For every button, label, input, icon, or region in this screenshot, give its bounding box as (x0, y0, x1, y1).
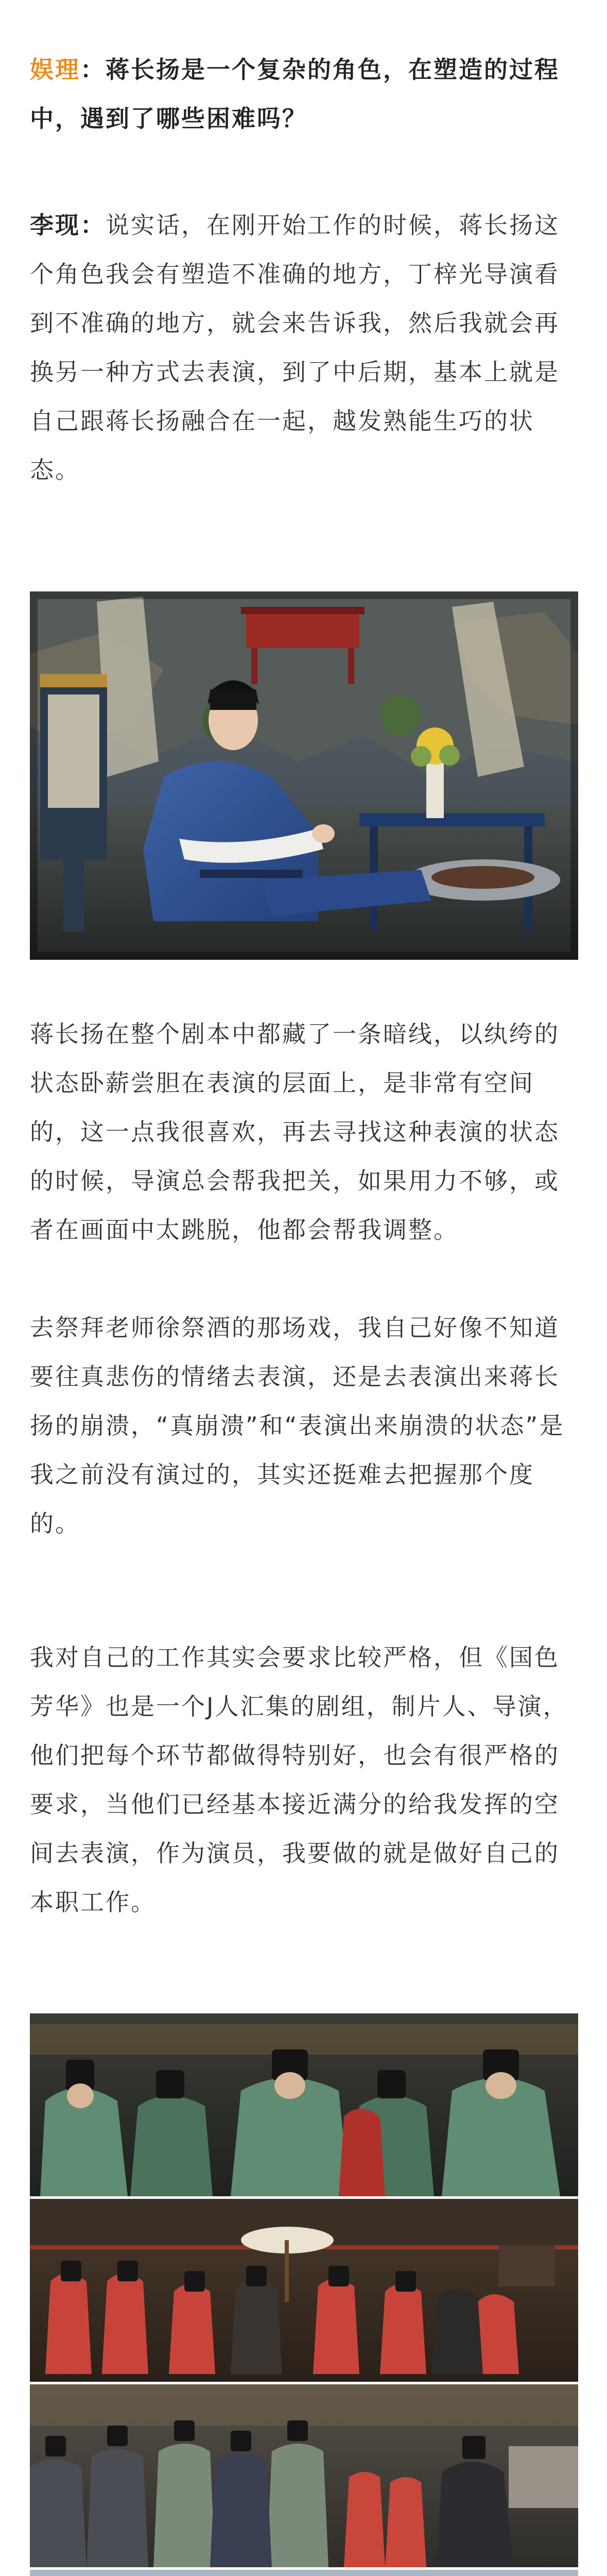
question-speaker: 娱理 (30, 56, 80, 83)
collage-panel-3 (30, 2384, 578, 2567)
body-paragraph: 去祭拜老师徐祭酒的那场戏，我自己好像不知道要往真悲伤的情绪去表演，还是去表演出来蒋长扬的崩溃，“真崩溃”和“表演出来崩溃的状态”是我之前没有演过的，其实还挺难去把握那个度的。 (30, 1314, 565, 1537)
collage-panel-1 (30, 2013, 578, 2196)
body-paragraph: 蒋长扬在整个剧本中都藏了一条暗线，以纨绔的状态卧薪尝胆在表演的层面上，是非常有空间的，这一点我很喜欢，再去寻找这种表演的状态的时候，导演总会帮我把关，如果用力不够，或者在画面中太跳脱，他都会帮我调整。 (30, 1020, 560, 1244)
still-photo-reclining-image (30, 591, 578, 960)
answer-text: 说实话，在刚开始工作的时候，蒋长扬这个角色我会有塑造不准确的地方，丁梓光导演看到不准确的地方，就会来告诉我，然后我就会再换另一种方式去表演，到了中后期，基本上就是自己跟蒋长扬融合在一起，越发熟能生巧的状态。 (30, 211, 560, 484)
collage-panel-4 (30, 2570, 578, 2576)
interview-question (30, 45, 581, 143)
interview-answer (30, 201, 581, 495)
collage-panel-2 (30, 2199, 578, 2382)
question-colon: ： (80, 56, 106, 83)
question-text: 蒋长扬是一个复杂的角色，在塑造的过程中，遇到了哪些困难吗？ (30, 56, 560, 132)
answer-speaker: 李现 (30, 211, 80, 239)
still-photo-reclining (30, 591, 578, 960)
still-collage (30, 2013, 578, 2576)
answer-colon: ： (80, 211, 106, 239)
body-paragraph: 我对自己的工作其实会要求比较严格，但《国色芳华》也是一个J人汇集的剧组，制片人、导演，他们把每个环节都做得特别好，也会有很严格的要求，当他们已经基本接近满分的给我发挥的空间去表演，作为演员，我要做的就是做好自己的本职工作。 (30, 1643, 568, 1916)
still-collage-image (30, 2013, 578, 2576)
